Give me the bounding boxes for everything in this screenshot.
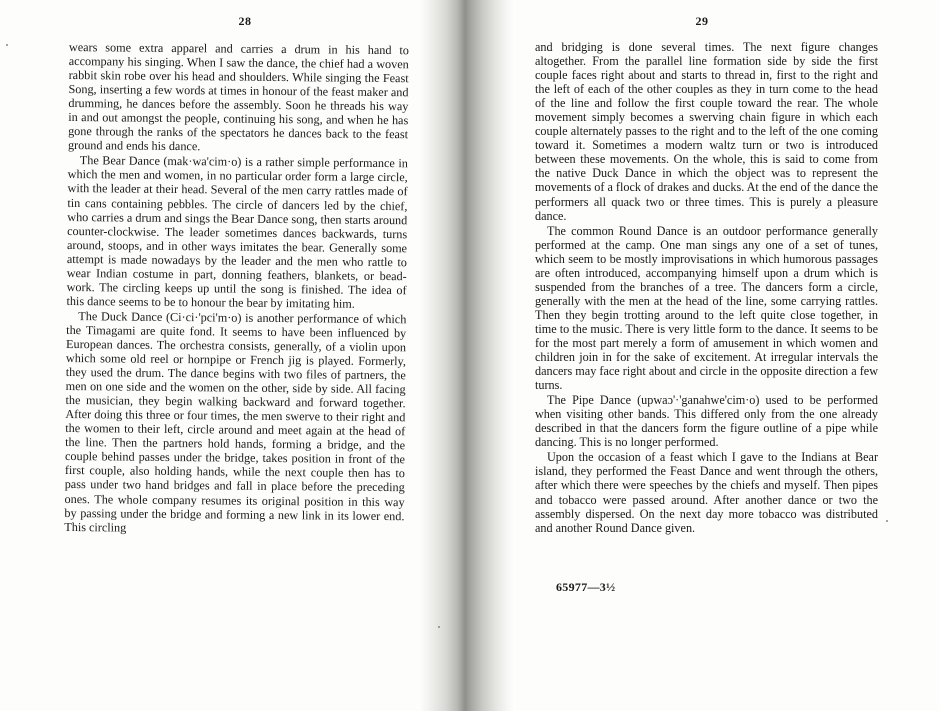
paragraph: Upon the occasion of a feast which I gave to the Indians at Bear island, they performed the Feast Dance and went through the others, after which there were speeches by the chiefs and myself. Then pipes and tobacco were passed around. After another dance or two the assembly dispersed. On the next day more tobacco was distributed and another Round Dance given.: [535, 450, 878, 535]
left-page-text: [64, 40, 409, 538]
paragraph: The Bear Dance (mak·wa'cim·o) is a rather simple performance in which the men and women, in no particular order form a large circle, with the leader at their head. Several of the men carry rattles made of tin cans containing pebbles. The circle of dancers led by the chief, who carries a drum and sings the Bear Dance song, then starts around counter-clockwise. The leader sometimes dances backwards, turns around, stoops, and in other ways imitates the bear. Generally some attempt is made nowadays by the leader and the men who rattle to wear Indian costume in part, donning feathers, blankets, or bead-work. The circling keeps up until the song is finished. The idea of this dance seems to be to honour the bear by imitating him.: [66, 153, 408, 311]
printer-signature-mark: 65977—3½: [556, 580, 616, 594]
paragraph: The Pipe Dance (upwaɔ'·'ganahwe'cim·o) used to be performed when visiting other bands. This differed only from the one already described in that the dancers form the figure outline of a pipe while dancing. This is no longer performed.: [535, 393, 878, 450]
paragraph: The common Round Dance is an outdoor performance generally performed at the camp. One man sings any one of a set of tunes, which seem to be mostly improvisations in which humorous passages are often introduced, accompanying himself upon a drum which is suspended from the branches of a tree. The dancers form a circle, generally with the men at the head of the line, some carrying rattles. Then they begin trotting around to the left quite close together, in time to the music. There is very little form to the dance. It seems to be for the most part merely a form of amusement in which women and children join in for the sake of excitement. At irregular intervals the dancers may face right about and circle in the opposite direction a few turns.: [535, 223, 878, 393]
right-page-text: [535, 40, 878, 536]
margin-speck: [886, 520, 888, 522]
paragraph: The Duck Dance (Ci·ci·'pci'm·o) is another performance of which the Timagami are quite fond. It seems to have been influenced by European dances. The orchestra consists, generally, of a violin upon which some old reel or hornpipe or French jig is played. Formerly, they used the drum. The dance begins with two files of partners, the men on one side and the women on the other, side by side. All facing the musician, they begin walking backward and forward together. After doing this three or four times, the men swerve to their right and the women to their left, circle around and meet again at the head of the line. Then the partners hold hands, forming a bridge, and the couple behind passes under the bridge, takes position in front of the first couple, also holding hands, while the next couple then has to pass under two hand bridges and fall in place before the preceding ones. The whole company resumes its original position in this way by passing under the bridge and forming a new link in its lower end. This circling: [64, 308, 407, 535]
left-page-number: 28: [238, 14, 252, 28]
margin-speck: [6, 44, 8, 46]
book-gutter: [418, 0, 516, 711]
paragraph: wears some extra apparel and carries a drum in his hand to accompany his singing. When I saw the dance, the chief had a woven rabbit skin robe over his head and shoulders. While singing the Feast Song, inserting a few words at times in honour of the feast maker and drumming, he dances before the assembly. Soon he threads his way in and out amongst the people, continuing his song, and when he has gone through the ranks of the spectators he dances back to the feast ground and ends his dance.: [67, 40, 409, 154]
paragraph: and bridging is done several times. The next figure changes altogether. From the parallel line formation side by side the first couple faces right about and starts to thread in, first to the right and the left of each of the other couples as they in turn come to the head of the line and follow the first couple toward the rear. The whole movement simply becomes a swerving chain figure in which each couple alternately passes to the right and to the left of the one coming toward it. Sometimes a modern waltz turn or two is introduced between these movements. On the whole, this is said to come from the native Duck Dance in which the object was to represent the movements of a flock of drakes and ducks. At the end of the dance the performers all quack two or three times. This is purely a pleasure dance.: [535, 40, 878, 223]
right-page-number: 29: [695, 14, 709, 28]
margin-speck: [438, 626, 440, 628]
